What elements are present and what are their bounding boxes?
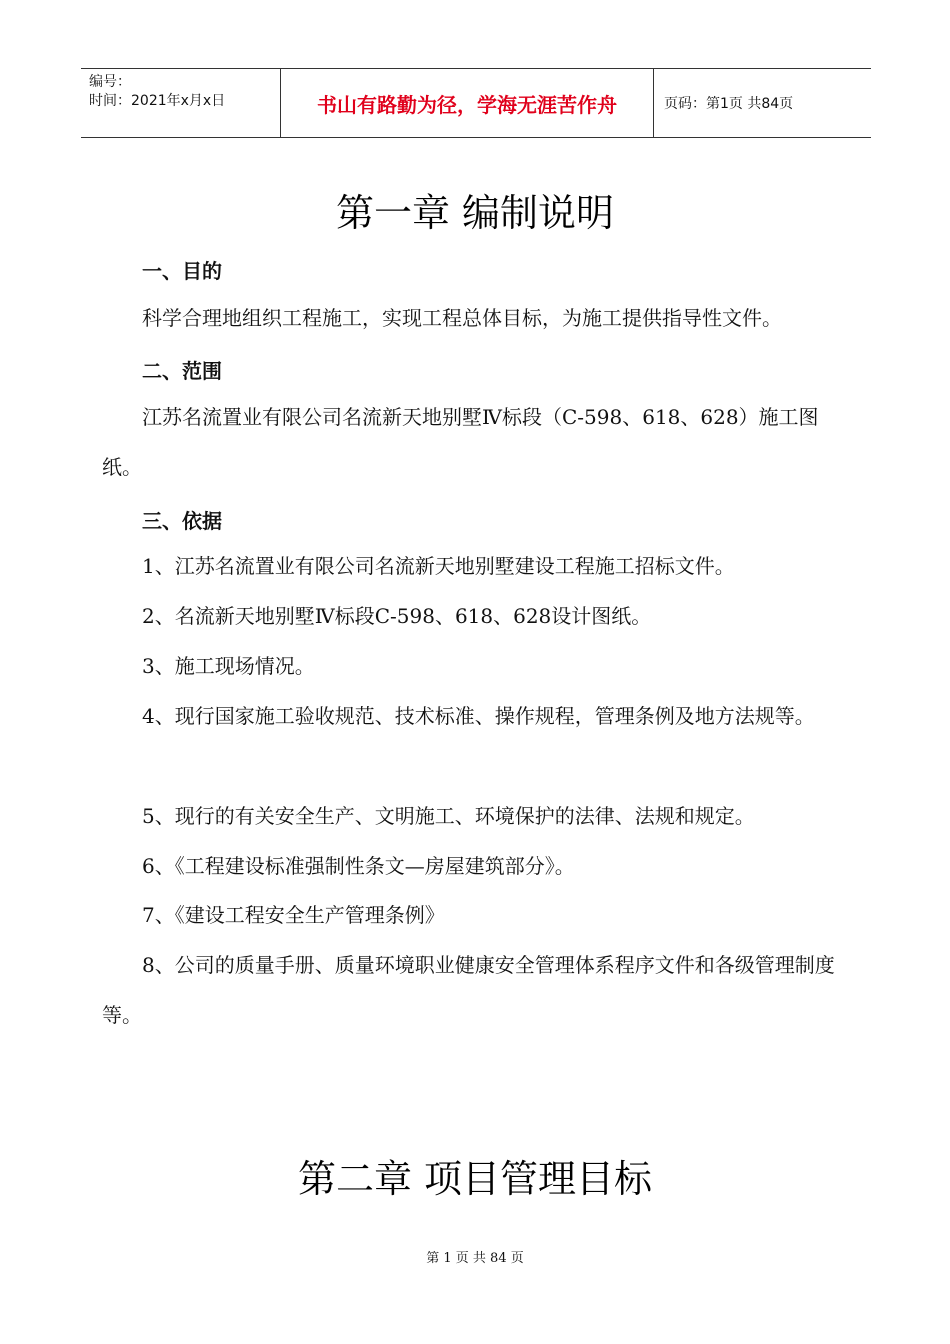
section-heading-purpose: 一、目的 bbox=[142, 259, 222, 283]
time-label: 时间：2021年x月x日 bbox=[89, 93, 226, 109]
basis-item: 3、施工现场情况。 bbox=[142, 654, 315, 678]
basis-item: 1、江苏名流置业有限公司名流新天地别墅建设工程施工招标文件。 bbox=[142, 554, 735, 578]
basis-item: 4、现行国家施工验收规范、技术标准、操作规程，管理条例及地方法规等。 bbox=[142, 704, 815, 728]
basis-item: 2、名流新天地别墅Ⅳ标段C-598、618、628设计图纸。 bbox=[142, 604, 652, 628]
section-heading-scope: 二、范围 bbox=[142, 359, 222, 383]
section-heading-basis: 三、依据 bbox=[142, 509, 222, 533]
header-meta bbox=[81, 69, 281, 137]
basis-item: 7、《建设工程安全生产管理条例》 bbox=[142, 903, 445, 927]
scope-paragraph: 江苏名流置业有限公司名流新天地别墅Ⅳ标段（C-598、618、628）施工图纸。 bbox=[102, 405, 819, 479]
number-label: 编号： bbox=[89, 74, 131, 90]
basis-item: 6、《工程建设标准强制性条文—房屋建筑部分》。 bbox=[142, 854, 575, 878]
chapter-1-title: 第一章 编制说明 bbox=[335, 191, 615, 235]
chapter-2-title: 第二章 项目管理目标 bbox=[297, 1157, 653, 1201]
basis-item: 8、公司的质量手册、质量环境职业健康安全管理体系程序文件和各级管理制度等。 bbox=[102, 953, 835, 1027]
basis-item: 5、现行的有关安全生产、文明施工、环境保护的法律、法规和规定。 bbox=[142, 804, 755, 828]
purpose-paragraph: 科学合理地组织工程施工，实现工程总体目标，为施工提供指导性文件。 bbox=[142, 306, 782, 330]
page-header bbox=[81, 68, 871, 138]
header-page-info: 页码：第1页 共84页 bbox=[664, 96, 794, 112]
header-motto: 书山有路勤为径，学海无涯苦作舟 bbox=[281, 69, 654, 137]
page-footer: 第 1 页 共 84 页 bbox=[426, 1251, 524, 1266]
